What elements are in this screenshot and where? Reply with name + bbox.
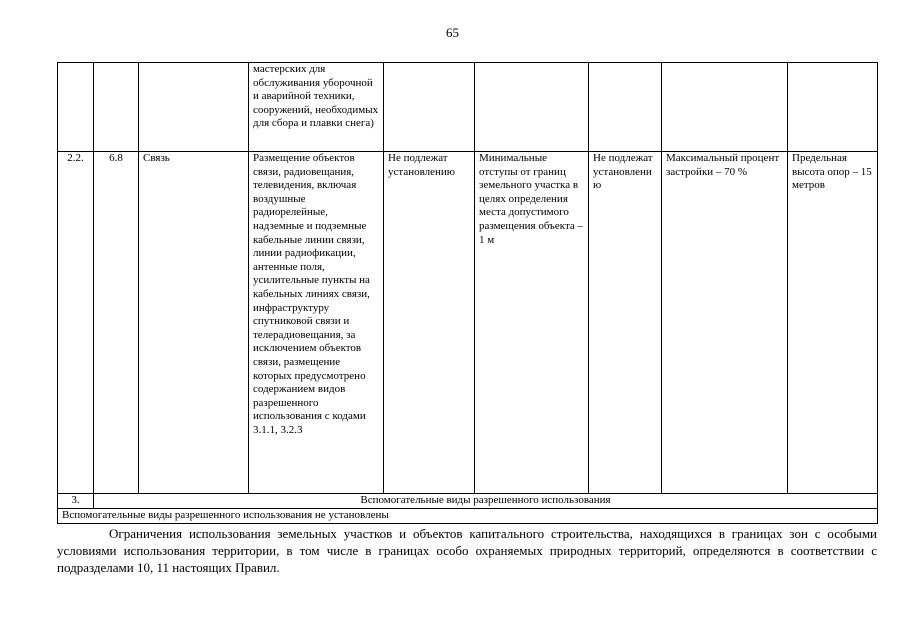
cell-setbacks-empty xyxy=(475,63,589,152)
cell-use-code: 6.8 xyxy=(94,152,139,494)
table-row-continuation xyxy=(58,63,878,152)
cell-description: мастерских для обслуживания уборочной и аварийной техники, сооружений, необходимых для сбора и плавки снега) xyxy=(249,63,384,152)
page-number: 65 xyxy=(446,25,459,40)
cell-num-empty xyxy=(58,63,94,152)
cell-area-empty xyxy=(384,63,475,152)
cell-name-empty xyxy=(139,63,249,152)
cell-section-number: 3. xyxy=(58,494,94,509)
regulations-table xyxy=(57,62,878,524)
body-paragraph: Ограничения использования земельных участков и объектов капитального строительства, находящихся в границах зон с особыми условиями использования территории, в том числе в границах особо охраняемых природных территорий, определяются в соответствии с подразделами 10, 11 настоящих Правил. xyxy=(57,526,877,575)
cell-code-empty xyxy=(94,63,139,152)
cell-section-title: Вспомогательные виды разрешенного использования xyxy=(94,494,878,509)
cell-height-empty xyxy=(788,63,878,152)
cell-note: Вспомогательные виды разрешенного использования не установлены xyxy=(58,509,878,524)
cell-use-description: Размещение объектов связи, радиовещания, телевидения, включая воздушные радиорелейные, надземные и подземные кабельные линии связи, линии радиофикации, антенные поля, усилительные пункты на кабельных линиях связи, инфраструктуру спутниковой связи и телерадиовещания, за исключением объектов связи, размещение которых предусмотрено содержанием видов разрешенного использования с кодами 3.1.1, 3.2.3 xyxy=(249,152,384,494)
cell-floors-empty xyxy=(589,63,662,152)
table-row-2-2 xyxy=(58,152,878,494)
table-row-section-3 xyxy=(58,494,878,509)
cell-coverage-empty xyxy=(662,63,788,152)
cell-coverage: Максимальный процент застройки – 70 % xyxy=(662,152,788,494)
cell-height-limit: Предельная высота опор – 15 метров xyxy=(788,152,878,494)
table-row-note xyxy=(58,509,878,524)
cell-setbacks: Минимальные отступы от границ земельного участка в целях определения места допустимого размещения объекта – 1 м xyxy=(475,152,589,494)
cell-floors: Не подлежат установлению xyxy=(589,152,662,494)
cell-row-number: 2.2. xyxy=(58,152,94,494)
cell-area-limits: Не подлежат установлению xyxy=(384,152,475,494)
cell-use-name: Связь xyxy=(139,152,249,494)
